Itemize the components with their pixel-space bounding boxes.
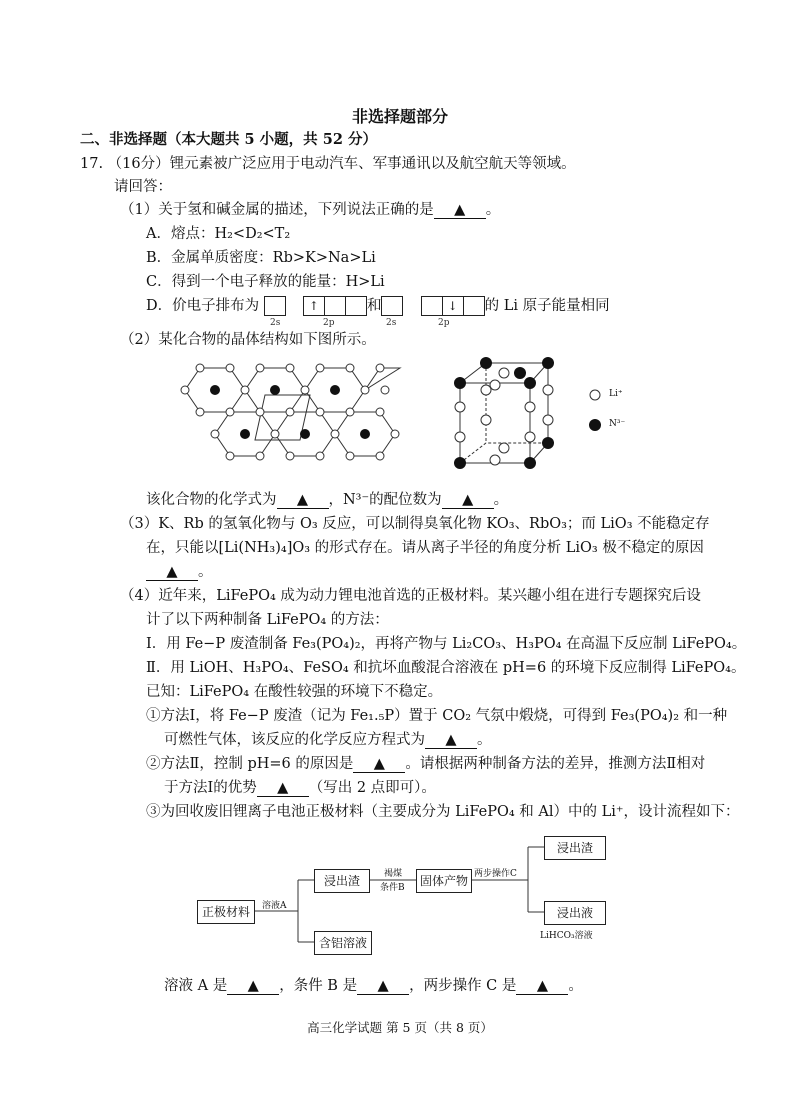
- option-d: [146, 296, 610, 316]
- flow-condition-top: 褐煤: [384, 869, 403, 879]
- orbital-2p-box-1: ↑: [303, 296, 325, 316]
- answer-blank[interactable]: ▲: [434, 202, 486, 219]
- part3-line1: （3）K、Rb 的氢氧化物与 O₃ 反应，可以制得臭氧化物 KO₃、RbO₃；而 LiO₃ 不能稳定存: [120, 516, 710, 532]
- flow-residue-1: 浸出渣: [314, 869, 370, 893]
- orbital-2p-box-2: [325, 296, 346, 316]
- orbital-2p-box-2: ↓: [443, 296, 464, 316]
- part3-line2: 在，只能以[Li(NH₃)₄]O₃ 的形式存在。请从离子半径的角度分析 LiO₃ 极不稳定的原因: [146, 540, 704, 556]
- orbital-2p-box-3: [346, 296, 367, 316]
- sub2-line2: [164, 778, 436, 798]
- sub1-line2: [164, 730, 492, 750]
- sub1-line1: ①方法Ⅰ，将 Fe−P 废渣（记为 Fe₁.₅P）置于 CO₂ 气氛中煅烧，可得到 Fe₃(PO₄)₂ 和一种: [146, 708, 728, 724]
- final-text-b: ，条件 B 是: [279, 978, 358, 994]
- part1-stem-end: 。: [485, 202, 501, 218]
- answer-blank[interactable]: ▲: [277, 492, 329, 509]
- orbital-diagram-1: [264, 296, 367, 316]
- flow-condition-b: 条件B: [380, 883, 405, 893]
- flow-residue-2: 浸出渣: [544, 836, 606, 860]
- orbital-2p-box-3: [464, 296, 485, 316]
- label-2p: 2p: [323, 318, 335, 328]
- orbital-diagram-2: [381, 296, 484, 316]
- orbital-2s-box: [264, 296, 286, 316]
- legend-filled-circle-icon: [588, 418, 602, 432]
- legend-li: Li⁺: [609, 389, 623, 399]
- question-number: 17.: [80, 156, 104, 172]
- prompt: 请回答：: [114, 179, 172, 195]
- orbital-2p-box-1: [421, 296, 443, 316]
- answer-blank[interactable]: ▲: [425, 732, 477, 749]
- option-a: A．熔点：H₂<D₂<T₂: [146, 226, 291, 242]
- part4-final-answer: [164, 976, 583, 996]
- unit-cell-figure: [448, 355, 558, 473]
- part2-stem: （2）某化合物的晶体结构如下图所示。: [120, 332, 376, 348]
- legend-n: N³⁻: [609, 419, 626, 429]
- legend-open-circle-icon: [588, 388, 602, 402]
- sub1-end: 。: [477, 732, 492, 748]
- part1-stem-text: （1）关于氢和碱金属的描述，下列说法正确的是: [120, 202, 434, 218]
- orbital-2s-box: [381, 296, 403, 316]
- question-17-intro: [80, 154, 576, 174]
- option-c: C．得到一个电子释放的能量：H>Li: [146, 274, 385, 290]
- part2-answer: [146, 490, 508, 510]
- label-2s: 2s: [386, 318, 397, 328]
- page-footer: 高三化学试题 第 5 页（共 8 页）: [307, 1020, 493, 1035]
- part4-line2: 计了以下两种制备 LiFePO₄ 的方法：: [146, 612, 389, 628]
- sub2-text: ②方法Ⅱ，控制 pH=6 的原因是: [146, 756, 354, 772]
- part4-line1: （4）近年来，LiFePO₄ 成为动力锂电池首选的正极材料。某兴趣小组在进行专题探究后设: [120, 588, 701, 604]
- known-fact: 已知：LiFePO₄ 在酸性较强的环境下不稳定。: [146, 684, 443, 700]
- answer-blank[interactable]: ▲: [146, 564, 198, 581]
- flow-filtrate-2: 浸出液: [544, 901, 606, 925]
- answer-blank[interactable]: ▲: [357, 978, 409, 995]
- sub3-line: ③为回收废旧锂离子电池正极材料（主要成分为 LiFePO₄ 和 Al）中的 Li⁺，设计流程如下：: [146, 804, 740, 820]
- part1-stem: [120, 200, 500, 220]
- part-header: 二、非选择题（本大题共 5 小题，共 52 分）: [80, 131, 377, 148]
- option-b: B．金属单质密度：Rb>K>Na>Li: [146, 250, 376, 266]
- final-text-d: 。: [568, 978, 583, 994]
- flow-product: LiHCO₃溶液: [540, 931, 593, 941]
- answer-blank[interactable]: ▲: [516, 978, 568, 995]
- flow-start: 正极材料: [197, 900, 255, 924]
- sub2-text-2: 。请根据两种制备方法的差异，推测方法Ⅱ相对: [405, 756, 706, 772]
- sub1-text: 可燃性气体，该反应的化学反应方程式为: [164, 732, 425, 748]
- method-2: Ⅱ．用 LiOH、H₃PO₄、FeSO₄ 和抗坏血酸混合溶液在 pH=6 的环境下反应制得 LiFePO₄。: [146, 660, 746, 676]
- answer-blank[interactable]: ▲: [227, 978, 279, 995]
- final-text-c: ，两步操作 C 是: [409, 978, 517, 994]
- part2-answer-end: 。: [493, 492, 509, 508]
- sub2-text-3: 于方法Ⅰ的优势: [164, 780, 257, 796]
- section-title: 非选择题部分: [351, 107, 448, 126]
- option-d-text: D．价电子排布为: [146, 298, 260, 314]
- part3-line3: [146, 562, 213, 582]
- flow-two-step-c: 两步操作C: [474, 869, 517, 879]
- option-d-end: 的 Li 原子能量相同: [484, 298, 610, 314]
- final-text-a: 溶液 A 是: [164, 978, 228, 994]
- answer-blank[interactable]: ▲: [353, 756, 405, 773]
- sub2-end: （写出 2 点即可）。: [308, 780, 436, 796]
- answer-blank[interactable]: ▲: [257, 780, 309, 797]
- part2-answer-text-2: ，N³⁻的配位数为: [328, 492, 442, 508]
- label-2p: 2p: [438, 318, 450, 328]
- method-1: Ⅰ．用 Fe−P 废渣制备 Fe₃(PO₄)₂，再将产物与 Li₂CO₃、H₃PO₄ 在高温下反应制 LiFePO₄。: [146, 636, 747, 652]
- label-2s: 2s: [270, 318, 281, 328]
- honeycomb-structure-figure: [170, 355, 410, 475]
- question-intro: （16分）锂元素被广泛应用于电动汽车、军事通讯以及航空航天等领域。: [107, 156, 576, 172]
- sub2-line1: [146, 754, 705, 774]
- flow-reagent-a: 溶液A: [262, 901, 287, 911]
- part2-answer-text: 该化合物的化学式为: [146, 492, 277, 508]
- flow-solid-product: 固体产物: [416, 869, 472, 893]
- flow-al-solution: 含铝溶液: [314, 931, 372, 955]
- answer-blank[interactable]: ▲: [442, 492, 494, 509]
- option-d-and: 和: [366, 298, 382, 314]
- part3-end: 。: [198, 564, 213, 580]
